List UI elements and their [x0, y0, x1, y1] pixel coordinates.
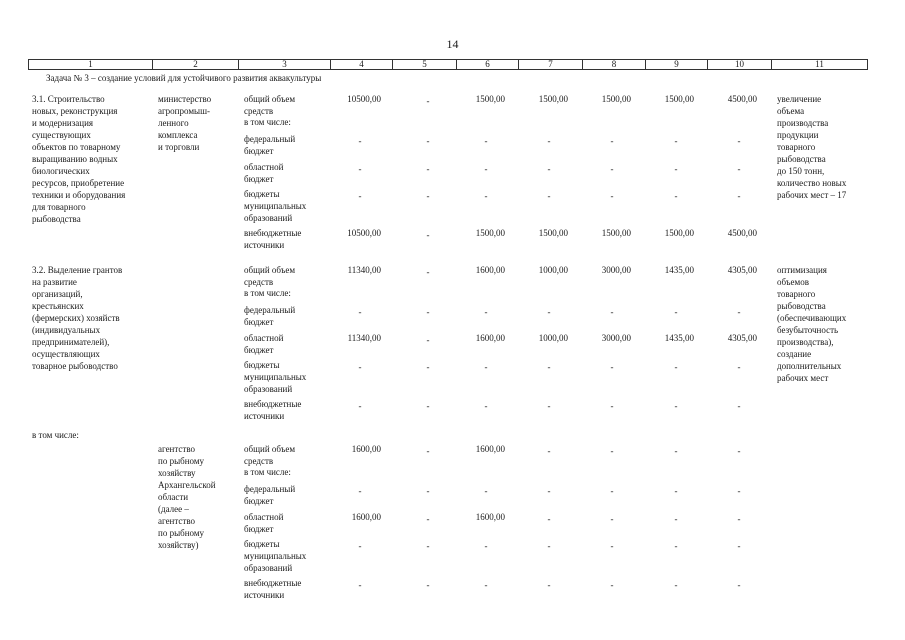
value-cell: -: [426, 136, 430, 146]
value-cell: -: [737, 307, 741, 317]
value-cell: -: [426, 230, 430, 240]
column-header: 6: [456, 59, 518, 70]
value-cell: -: [484, 191, 488, 201]
expected-result: увеличение объема производства продукции товарного рыбоводства до 150 тонн, количество новых рабочих мест – 17: [777, 94, 847, 200]
funding-source-incl: в том числе:: [244, 117, 291, 127]
value-cell: 1600,00: [351, 444, 381, 454]
value-cell: -: [484, 362, 488, 372]
value-cell: 1500,00: [538, 228, 568, 238]
task-title: Задача № 3 – создание условий для устойчивого развития аквакультуры: [46, 73, 322, 83]
measure-name: 3.2. Выделение грантов на развитие организаций, крестьянских (фермерских) хозяйств (индивидуальных предпринимателей), осуществляющих товарное рыбоводство: [32, 265, 123, 371]
value-cell: -: [674, 541, 678, 551]
value-cell: -: [426, 267, 430, 277]
value-cell: -: [358, 307, 362, 317]
column-header: 11: [771, 59, 868, 70]
funding-source-federal: федеральный бюджет: [244, 484, 296, 506]
value-cell: 1600,00: [351, 512, 381, 522]
column-header: 5: [392, 59, 456, 70]
value-cell: 1600,00: [475, 512, 505, 522]
value-cell: 1600,00: [475, 265, 505, 275]
value-cell: 1600,00: [475, 444, 505, 454]
column-header: 3: [238, 59, 330, 70]
value-cell: -: [610, 164, 614, 174]
value-cell: -: [547, 486, 551, 496]
value-cell: 11340,00: [347, 265, 381, 275]
page-number: 14: [446, 37, 459, 51]
value-cell: -: [547, 191, 551, 201]
value-cell: -: [484, 401, 488, 411]
value-cell: -: [547, 580, 551, 590]
value-cell: -: [547, 446, 551, 456]
value-cell: -: [737, 514, 741, 524]
value-cell: -: [674, 191, 678, 201]
column-header: 2: [152, 59, 238, 70]
value-cell: 11340,00: [347, 333, 381, 343]
value-cell: -: [426, 401, 430, 411]
value-cell: 4305,00: [727, 265, 757, 275]
value-cell: -: [547, 541, 551, 551]
value-cell: 3000,00: [601, 333, 631, 343]
value-cell: -: [737, 136, 741, 146]
value-cell: -: [358, 486, 362, 496]
funding-source-extra: внебюджетные источники: [244, 399, 302, 421]
value-cell: -: [674, 362, 678, 372]
executor: агентство по рыбному хозяйству Архангельской области (далее – агентство по рыбному хозяйству): [158, 444, 216, 550]
value-cell: 1500,00: [538, 94, 568, 104]
funding-source-regional: областной бюджет: [244, 162, 284, 184]
funding-source-regional: областной бюджет: [244, 512, 284, 534]
value-cell: -: [358, 136, 362, 146]
executor: министерство агропромыш- ленного комплекса и торговли: [158, 94, 212, 152]
value-cell: -: [547, 164, 551, 174]
value-cell: -: [610, 580, 614, 590]
value-cell: -: [547, 362, 551, 372]
value-cell: -: [358, 164, 362, 174]
funding-source-total: общий объем средств: [244, 94, 296, 116]
value-cell: -: [426, 96, 430, 106]
value-cell: 10500,00: [347, 94, 381, 104]
value-cell: 1500,00: [475, 94, 505, 104]
value-cell: -: [610, 486, 614, 496]
value-cell: -: [610, 514, 614, 524]
value-cell: -: [610, 446, 614, 456]
value-cell: -: [358, 401, 362, 411]
value-cell: -: [426, 514, 430, 524]
value-cell: -: [610, 401, 614, 411]
funding-source-municipal: бюджеты муниципальных образований: [244, 539, 307, 573]
value-cell: -: [484, 541, 488, 551]
value-cell: -: [737, 191, 741, 201]
value-cell: 10500,00: [347, 228, 381, 238]
value-cell: -: [426, 486, 430, 496]
value-cell: -: [484, 164, 488, 174]
value-cell: -: [737, 362, 741, 372]
value-cell: -: [674, 486, 678, 496]
value-cell: 4500,00: [727, 228, 757, 238]
value-cell: 1435,00: [664, 265, 694, 275]
value-cell: 1000,00: [538, 265, 568, 275]
value-cell: -: [426, 191, 430, 201]
value-cell: 1500,00: [664, 94, 694, 104]
value-cell: -: [484, 580, 488, 590]
expected-result: оптимизация объемов товарного рыбоводства (обеспечивающих безубыточность производства), создание дополнительных рабочих мест: [777, 265, 847, 383]
value-cell: 1500,00: [475, 228, 505, 238]
column-header: 10: [707, 59, 771, 70]
value-cell: -: [674, 401, 678, 411]
column-header: 9: [645, 59, 707, 70]
value-cell: -: [426, 335, 430, 345]
value-cell: -: [484, 486, 488, 496]
value-cell: -: [426, 362, 430, 372]
value-cell: 3000,00: [601, 265, 631, 275]
value-cell: -: [426, 580, 430, 590]
funding-source-federal: федеральный бюджет: [244, 134, 296, 156]
value-cell: 1000,00: [538, 333, 568, 343]
funding-source-total: общий объем средств: [244, 444, 296, 466]
value-cell: -: [610, 541, 614, 551]
value-cell: -: [358, 580, 362, 590]
value-cell: -: [610, 307, 614, 317]
funding-source-total: общий объем средств: [244, 265, 296, 287]
column-header: 7: [518, 59, 582, 70]
funding-source-regional: областной бюджет: [244, 333, 284, 355]
value-cell: -: [358, 362, 362, 372]
measure-name: 3.1. Строительство новых, реконструкция и модернизация существующих объектов по товарному выращиванию водных биологических ресурсов, приобретение техники и оборудования для товарного рыбоводства: [32, 94, 126, 224]
value-cell: -: [674, 164, 678, 174]
value-cell: -: [737, 401, 741, 411]
funding-source-incl: в том числе:: [244, 288, 291, 298]
value-cell: -: [737, 580, 741, 590]
value-cell: -: [547, 307, 551, 317]
column-header: 1: [28, 59, 152, 70]
funding-source-municipal: бюджеты муниципальных образований: [244, 360, 307, 394]
value-cell: -: [674, 446, 678, 456]
value-cell: -: [674, 307, 678, 317]
value-cell: 1500,00: [601, 228, 631, 238]
value-cell: -: [610, 136, 614, 146]
funding-source-extra: внебюджетные источники: [244, 228, 302, 250]
value-cell: -: [737, 486, 741, 496]
value-cell: -: [426, 307, 430, 317]
value-cell: -: [674, 136, 678, 146]
funding-source-extra: внебюджетные источники: [244, 578, 302, 600]
measure-name: в том числе:: [32, 430, 79, 440]
value-cell: -: [737, 164, 741, 174]
value-cell: 1435,00: [664, 333, 694, 343]
column-header: 8: [582, 59, 645, 70]
value-cell: -: [547, 401, 551, 411]
value-cell: 1500,00: [601, 94, 631, 104]
value-cell: -: [610, 191, 614, 201]
value-cell: -: [426, 446, 430, 456]
value-cell: -: [674, 514, 678, 524]
value-cell: -: [737, 446, 741, 456]
funding-source-federal: федеральный бюджет: [244, 305, 296, 327]
value-cell: -: [358, 541, 362, 551]
funding-source-municipal: бюджеты муниципальных образований: [244, 189, 307, 223]
value-cell: -: [484, 136, 488, 146]
value-cell: -: [547, 514, 551, 524]
value-cell: -: [484, 307, 488, 317]
column-header: 4: [330, 59, 392, 70]
value-cell: 1500,00: [664, 228, 694, 238]
value-cell: -: [426, 541, 430, 551]
value-cell: -: [547, 136, 551, 146]
value-cell: 1600,00: [475, 333, 505, 343]
value-cell: 4500,00: [727, 94, 757, 104]
value-cell: -: [358, 191, 362, 201]
value-cell: -: [674, 580, 678, 590]
value-cell: 4305,00: [727, 333, 757, 343]
value-cell: -: [426, 164, 430, 174]
value-cell: -: [737, 541, 741, 551]
funding-source-incl: в том числе:: [244, 467, 291, 477]
value-cell: -: [610, 362, 614, 372]
